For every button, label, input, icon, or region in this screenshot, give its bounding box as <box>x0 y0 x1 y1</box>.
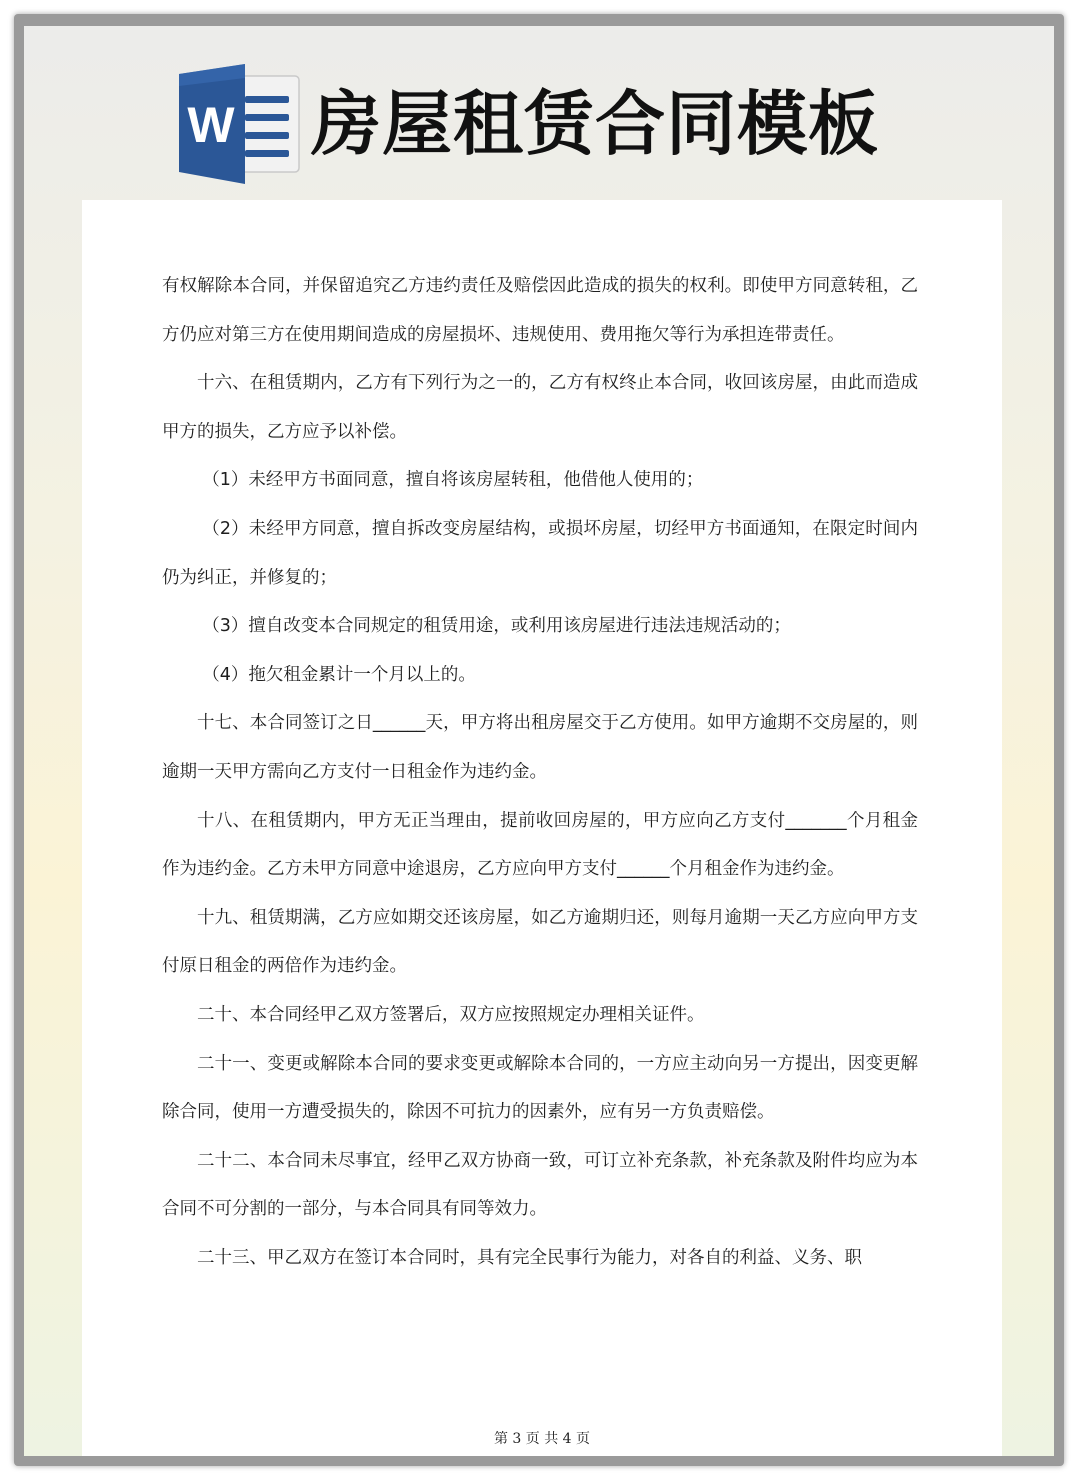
page-title: 房屋租赁合同模板 <box>311 83 879 165</box>
paragraph: 二十二、本合同未尽事宜，经甲乙双方协商一致，可订立补充条款，补充条款及附件均应为本合同不可分割的一部分，与本合同具有同等效力。 <box>162 1150 918 1220</box>
image-frame <box>14 14 1064 1466</box>
page-footer: 第 3 页 共 4 页 <box>493 1431 591 1447</box>
list-item: （2）未经甲方同意，擅自拆改变房屋结构，或损坏房屋，切经甲方书面通知，在限定时间内仍为纠正，并修复的； <box>162 518 918 588</box>
list-item: （1）未经甲方书面同意，擅自将该房屋转租，他借他人使用的； <box>202 470 704 491</box>
paragraph: 十六、在租赁期内，乙方有下列行为之一的，乙方有权终止本合同，收回该房屋，由此而造成甲方的损失，乙方应予以补偿。 <box>162 373 918 442</box>
document-body <box>162 262 918 1282</box>
paragraph: 十九、租赁期满，乙方应如期交还该房屋，如乙方逾期归还，则每月逾期一天乙方应向甲方支付原日租金的两倍作为违约金。 <box>162 907 918 977</box>
poster-canvas <box>24 26 1054 1456</box>
paragraph: 有权解除本合同，并保留追究乙方违约责任及赔偿因此造成的损失的权利。即使甲方同意转租，乙方仍应对第三方在使用期间造成的房屋损坏、违规使用、费用拖欠等行为承担连带责任。 <box>162 276 918 345</box>
paragraph: 二十一、变更或解除本合同的要求变更或解除本合同的，一方应主动向另一方提出，因变更解除合同，使用一方遭受损失的，除因不可抗力的因素外，应有另一方负责赔偿。 <box>162 1053 918 1123</box>
header <box>24 26 1054 198</box>
list-item: （3）擅自改变本合同规定的租赁用途，或利用该房屋进行违法违规活动的； <box>202 616 791 637</box>
list-item: （4）拖欠租金累计一个月以上的。 <box>202 664 476 685</box>
paragraph: 二十三、甲乙双方在签订本合同时，具有完全民事行为能力，对各自的利益、义务、职 <box>197 1247 862 1268</box>
word-document-icon <box>175 62 301 186</box>
document-page <box>82 200 1002 1456</box>
paragraph: 十七、本合同签订之日______天，甲方将出租房屋交于乙方使用。如甲方逾期不交房屋的，则逾期一天甲方需向乙方支付一日租金作为违约金。 <box>162 713 918 782</box>
paragraph: 十八、在租赁期内，甲方无正当理由，提前收回房屋的，甲方应向乙方支付_______个月租金作为违约金。乙方未甲方同意中途退房，乙方应向甲方支付______个月租金作为违约金。 <box>162 810 918 880</box>
paragraph: 二十、本合同经甲乙双方签署后，双方应按照规定办理相关证件。 <box>197 1004 705 1025</box>
word-icon-letter: W <box>187 97 235 153</box>
